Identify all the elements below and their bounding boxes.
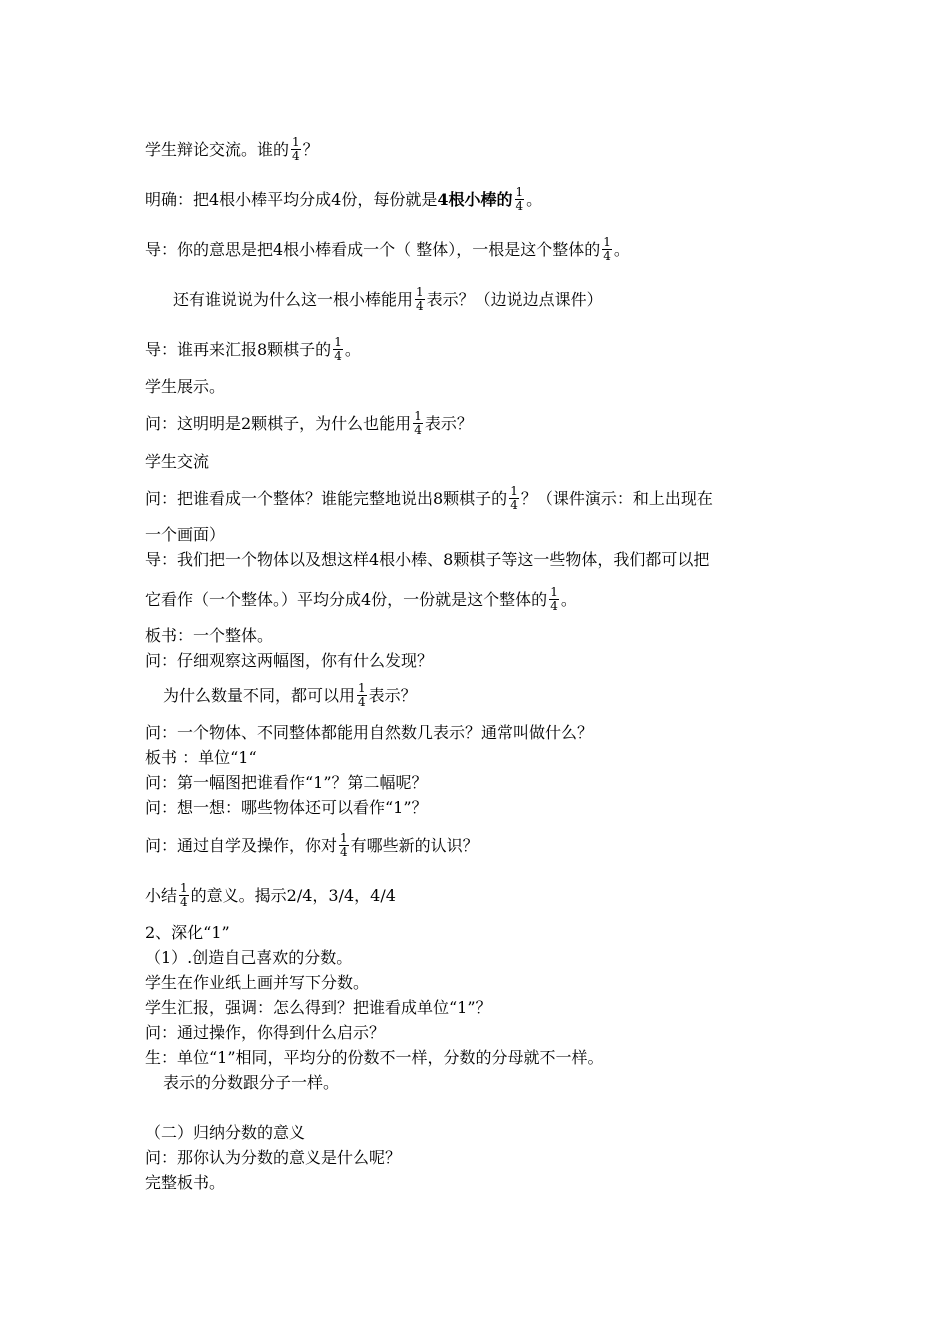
line-why-same [163, 683, 417, 710]
fraction: $\frac{1}{4}$ [603, 235, 611, 263]
line-clarify [145, 187, 542, 214]
fraction: $\frac{1}{4}$ [510, 484, 518, 512]
text: 还有谁说说为什么这一根小棒能用 [173, 290, 414, 309]
line-natural-number: 问：一个物体、不同整体都能用自然数几表示？通常叫做什么？ [145, 723, 594, 742]
fraction: $\frac{1}{4}$ [180, 881, 188, 909]
line-meaning-question: 问：那你认为分数的意义是什么呢？ [145, 1148, 402, 1167]
line-think: 问：想一想：哪些物体还可以看作“1”？ [145, 798, 428, 817]
fraction: $\frac{1}{4}$ [414, 409, 422, 437]
text: ？ [302, 140, 319, 159]
text: ？（课件演示：和上出现在 [520, 489, 713, 508]
text: 它看作（一个整体。）平均分成4份，一份就是这个整体的 [145, 590, 548, 609]
line-numerator: 表示的分数跟分子一样。 [163, 1073, 340, 1092]
text: 表示？ [368, 686, 417, 705]
line-board-unit: 板书 ：单位“1“ [145, 748, 257, 767]
fraction: $\frac{1}{4}$ [358, 681, 366, 709]
line-new-understanding [145, 833, 479, 860]
line-student-answer: 生：单位“1”相同，平均分的份数不一样，分数的分母就不一样。 [145, 1048, 604, 1067]
line-student-show: 学生展示。 [145, 377, 226, 396]
line-summary [145, 883, 396, 910]
line-guide-objects: 导：我们把一个物体以及想这样4根小棒、8颗棋子等这一些物体，我们都可以把 [145, 550, 710, 569]
fraction: $\frac{1}{4}$ [292, 135, 300, 163]
bold-text: 4根小棒的 [437, 190, 513, 209]
line-chess-report [145, 337, 361, 364]
line-board-whole: 板书：一个整体。 [145, 626, 274, 645]
line-student-exchange: 学生交流 [145, 452, 210, 471]
fraction: $\frac{1}{4}$ [416, 285, 424, 313]
line-see-as-whole [145, 587, 577, 614]
line-two-chess [145, 411, 473, 438]
line-report: 学生汇报，强调：怎么得到？把谁看成单位“1”？ [145, 998, 492, 1017]
fraction: $\frac{1}{4}$ [515, 185, 524, 213]
text: 的意义。揭示2/4，3/4，4/4 [190, 886, 396, 905]
text: 明确：把4根小棒平均分成4份，每份就是 [145, 190, 438, 209]
fraction: $\frac{1}{4}$ [334, 335, 342, 363]
text: 问：这明明是2颗棋子，为什么也能用 [145, 414, 412, 433]
line-guide-whole [145, 237, 630, 264]
fraction: $\frac{1}{4}$ [340, 831, 348, 859]
fraction: $\frac{1}{4}$ [550, 585, 558, 613]
text: 小结 [145, 886, 178, 905]
text: 表示？ [424, 414, 473, 433]
line-complete-board: 完整板书。 [145, 1173, 226, 1192]
text: 导：你的意思是把4根小棒看成一个（ 整体），一根是这个整体的 [145, 240, 601, 259]
line-who-else [173, 287, 603, 314]
text: 问：把谁看成一个整体？谁能完整地说出8颗棋子的 [145, 489, 508, 508]
text: 导：谁再来汇报8颗棋子的 [145, 340, 332, 359]
line-observe: 问：仔细观察这两幅图，你有什么发现？ [145, 651, 434, 670]
line-create-fraction: （1）.创造自己喜欢的分数。 [145, 948, 353, 967]
text: 有哪些新的认识？ [350, 836, 479, 855]
line-who-whole [145, 486, 713, 513]
line-one-frame: 一个画面） [145, 525, 226, 544]
line-draw-write: 学生在作业纸上画并写下分数。 [145, 973, 370, 992]
text: 。 [526, 190, 543, 209]
text: 表示？（边说边点课件） [426, 290, 603, 309]
line-first-figure: 问：第一幅图把谁看作“1”？第二幅呢？ [145, 773, 428, 792]
line-inspiration: 问：通过操作，你得到什么启示？ [145, 1023, 386, 1042]
line-debate [145, 137, 319, 164]
text: 。 [344, 340, 361, 359]
line-section-heading: （二）归纳分数的意义 [145, 1123, 306, 1142]
text: 。 [560, 590, 577, 609]
text: 问：通过自学及操作，你对 [145, 836, 338, 855]
text: 学生辩论交流。谁的 [145, 140, 290, 159]
text: 。 [613, 240, 630, 259]
text: 为什么数量不同，都可以用 [163, 686, 356, 705]
line-deepen: 2、深化“1” [145, 923, 230, 942]
